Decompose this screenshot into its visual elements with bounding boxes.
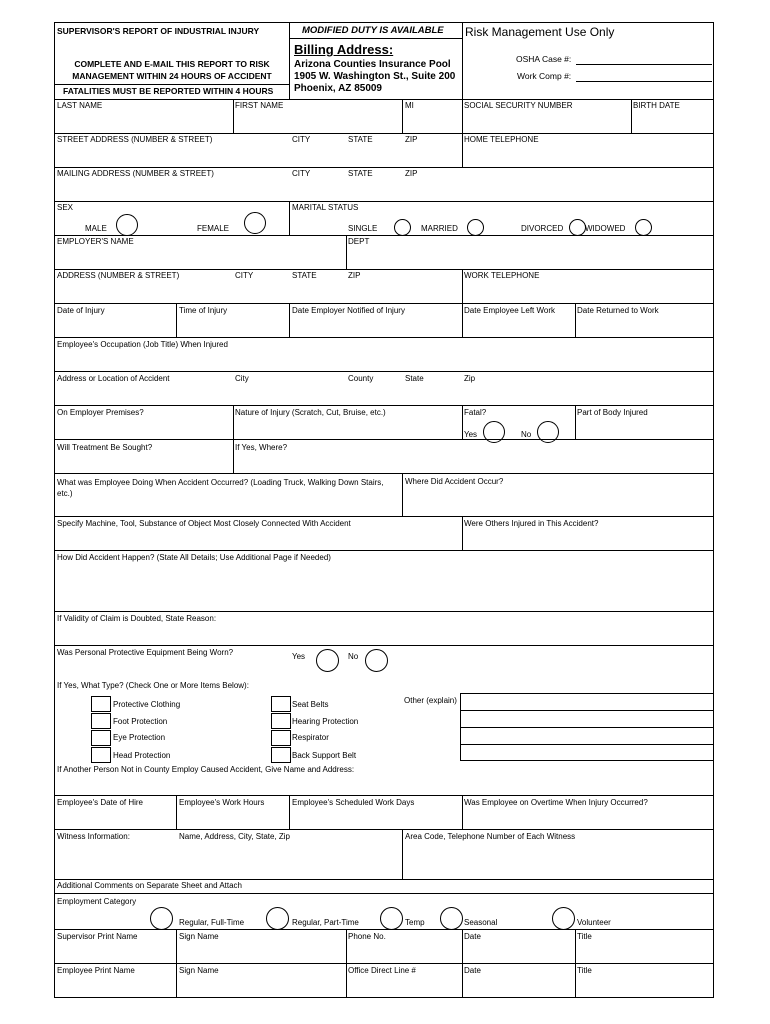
fatal-no-label: No [521, 430, 532, 439]
accident-state-label: State [405, 374, 424, 383]
another-person-label: If Another Person Not in County Employ Caused Accident, Give Name and Address: [57, 765, 355, 774]
supervisor-sign-label: Sign Name [179, 932, 219, 941]
billing-title: Billing Address: [294, 42, 394, 57]
billing-line2: 1905 W. Washington St., Suite 200 [294, 71, 456, 82]
employee-date-label: Date [464, 966, 481, 975]
single-label: SINGLE [348, 224, 378, 233]
home-phone-label: HOME TELEPHONE [464, 135, 539, 144]
witness-phone-label: Area Code, Telephone Number of Each Witness [405, 832, 576, 841]
ppe-no-label: No [348, 652, 359, 661]
ppe-label: Was Personal Protective Equipment Being Worn? [57, 648, 234, 657]
ppe-yes-label: Yes [292, 652, 306, 661]
foot-protection-label: Foot Protection [113, 717, 168, 726]
nature-label: Nature of Injury (Scratch, Cut, Bruise, etc.) [235, 408, 386, 417]
ppe-yes-radio[interactable] [316, 649, 339, 672]
male-label: MALE [85, 224, 107, 233]
volunteer-label: Volunteer [577, 918, 611, 927]
supervisor-print-label: Supervisor Print Name [57, 932, 138, 941]
work-comp-label: Work Comp #: [517, 71, 572, 81]
scheduled-days-label: Employee's Scheduled Work Days [292, 798, 415, 807]
full-time-label: Regular, Full-Time [179, 918, 245, 927]
ssn-label: SOCIAL SECURITY NUMBER [464, 101, 573, 110]
mailing-state-label: STATE [348, 169, 373, 178]
validity-label: If Validity of Claim is Doubted, State Reason: [57, 614, 217, 623]
back-support-checkbox[interactable] [271, 747, 291, 763]
time-of-injury-label: Time of Injury [179, 306, 228, 315]
how-happen-label: How Did Accident Happen? (State All Details; Use Additional Page if Needed) [57, 553, 331, 562]
injury-report-form [54, 22, 714, 998]
risk-management-title: Risk Management Use Only [465, 25, 615, 39]
part-time-label: Regular, Part-Time [292, 918, 359, 927]
witness-name-address-label: Name, Address, City, State, Zip [179, 832, 291, 841]
seat-belts-label: Seat Belts [292, 700, 329, 709]
dept-label: DEPT [348, 237, 370, 246]
employment-category-label: Employment Category [57, 897, 137, 906]
fatalities-notice: FATALITIES MUST BE REPORTED WITHIN 4 HOURS [63, 86, 274, 96]
eye-protection-checkbox[interactable] [91, 730, 111, 746]
other-explain-label: Other (explain) [404, 696, 457, 705]
female-radio[interactable] [244, 212, 266, 234]
respirator-label: Respirator [292, 733, 329, 742]
male-radio[interactable] [116, 214, 138, 236]
if-yes-where-label: If Yes, Where? [235, 443, 288, 452]
ppe-no-radio[interactable] [365, 649, 388, 672]
seat-belts-checkbox[interactable] [271, 696, 291, 712]
eye-protection-label: Eye Protection [113, 733, 166, 742]
billing-line3: Phoenix, AZ 85009 [294, 83, 382, 94]
accident-city-label: City [235, 374, 249, 383]
respirator-checkbox[interactable] [271, 730, 291, 746]
employee-print-label: Employee Print Name [57, 966, 135, 975]
single-radio[interactable] [394, 219, 411, 236]
head-protection-label: Head Protection [113, 751, 171, 760]
overtime-label: Was Employee on Overtime When Injury Occurred? [464, 798, 648, 807]
back-support-label: Back Support Belt [292, 751, 357, 760]
office-line-label: Office Direct Line # [348, 966, 416, 975]
instructions-text: COMPLETE AND E-MAIL THIS REPORT TO RISK MANAGEMENT WITHIN 24 HOURS OF ACCIDENT [72, 59, 272, 81]
date-left-work-label: Date Employee Left Work [464, 306, 556, 315]
divorced-radio[interactable] [569, 219, 586, 236]
volunteer-radio[interactable] [552, 907, 575, 930]
body-part-label: Part of Body Injured [577, 408, 648, 417]
divorced-label: DIVORCED [521, 224, 564, 233]
hearing-protection-checkbox[interactable] [271, 713, 291, 729]
mi-label: MI [405, 101, 414, 110]
work-hours-label: Employee's Work Hours [179, 798, 265, 807]
head-protection-checkbox[interactable] [91, 747, 111, 763]
mailing-zip-label: ZIP [405, 169, 418, 178]
occupation-label: Employee's Occupation (Job Title) When Injured [57, 340, 228, 349]
treatment-label: Will Treatment Be Sought? [57, 443, 153, 452]
accident-zip-label: Zip [464, 374, 476, 383]
part-time-radio[interactable] [266, 907, 289, 930]
witness-info-label: Witness Information: [57, 832, 130, 841]
last-name-label: LAST NAME [57, 101, 103, 110]
employee-title-label: Title [577, 966, 592, 975]
date-notified-label: Date Employer Notified of Injury [292, 306, 405, 315]
seasonal-radio[interactable] [440, 907, 463, 930]
temp-label: Temp [405, 918, 425, 927]
employee-sign-label: Sign Name [179, 966, 219, 975]
widowed-radio[interactable] [635, 219, 652, 236]
city-label: CITY [292, 135, 311, 144]
employer-state-label: STATE [292, 271, 317, 280]
state-label: STATE [348, 135, 373, 144]
accident-location-label: Address or Location of Accident [57, 374, 170, 383]
protective-clothing-label: Protective Clothing [113, 700, 181, 709]
first-name-label: FIRST NAME [235, 101, 284, 110]
form-title: SUPERVISOR'S REPORT OF INDUSTRIAL INJURY [57, 26, 260, 36]
hearing-protection-label: Hearing Protection [292, 717, 359, 726]
osha-case-label: OSHA Case #: [516, 54, 572, 64]
employer-name-label: EMPLOYER'S NAME [57, 237, 134, 246]
others-injured-label: Were Others Injured in This Accident? [464, 519, 599, 528]
supervisor-phone-label: Phone No. [348, 932, 386, 941]
billing-line1: Arizona Counties Insurance Pool [294, 59, 451, 70]
married-label: MARRIED [421, 224, 458, 233]
sex-label: SEX [57, 203, 74, 212]
employee-doing-label: What was Employee Doing When Accident Occurred? (Loading Truck, Walking Down Stairs, etc.) [57, 478, 384, 498]
on-premises-label: On Employer Premises? [57, 408, 144, 417]
date-of-injury-label: Date of Injury [57, 306, 105, 315]
supervisor-date-label: Date [464, 932, 481, 941]
street-address-label: STREET ADDRESS (NUMBER & STREET) [57, 135, 213, 144]
foot-protection-checkbox[interactable] [91, 713, 111, 729]
protective-clothing-checkbox[interactable] [91, 696, 111, 712]
mailing-address-label: MAILING ADDRESS (NUMBER & STREET) [57, 169, 214, 178]
employer-city-label: CITY [235, 271, 254, 280]
employer-zip-label: ZIP [348, 271, 361, 280]
temp-radio[interactable] [380, 907, 403, 930]
machine-label: Specify Machine, Tool, Substance of Object Most Closely Connected With Accident [57, 519, 351, 528]
comments-label: Additional Comments on Separate Sheet and Attach [57, 881, 243, 890]
work-phone-label: WORK TELEPHONE [464, 271, 540, 280]
date-returned-label: Date Returned to Work [577, 306, 659, 315]
zip-label: ZIP [405, 135, 418, 144]
birth-date-label: BIRTH DATE [633, 101, 680, 110]
employer-address-label: ADDRESS (NUMBER & STREET) [57, 271, 180, 280]
married-radio[interactable] [467, 219, 484, 236]
date-of-hire-label: Employee's Date of Hire [57, 798, 144, 807]
fatal-yes-label: Yes [464, 430, 478, 439]
supervisor-title-label: Title [577, 932, 592, 941]
widowed-label: WIDOWED [585, 224, 626, 233]
modified-duty-text: MODIFIED DUTY IS AVAILABLE [302, 25, 444, 36]
fatal-label: Fatal? [464, 408, 487, 417]
accident-county-label: County [348, 374, 374, 383]
mailing-city-label: CITY [292, 169, 311, 178]
where-occur-label: Where Did Accident Occur? [405, 477, 504, 486]
full-time-radio[interactable] [150, 907, 173, 930]
seasonal-label: Seasonal [464, 918, 498, 927]
marital-status-label: MARITAL STATUS [292, 203, 359, 212]
ppe-type-label: If Yes, What Type? (Check One or More Items Below): [57, 681, 249, 690]
female-label: FEMALE [197, 224, 230, 233]
